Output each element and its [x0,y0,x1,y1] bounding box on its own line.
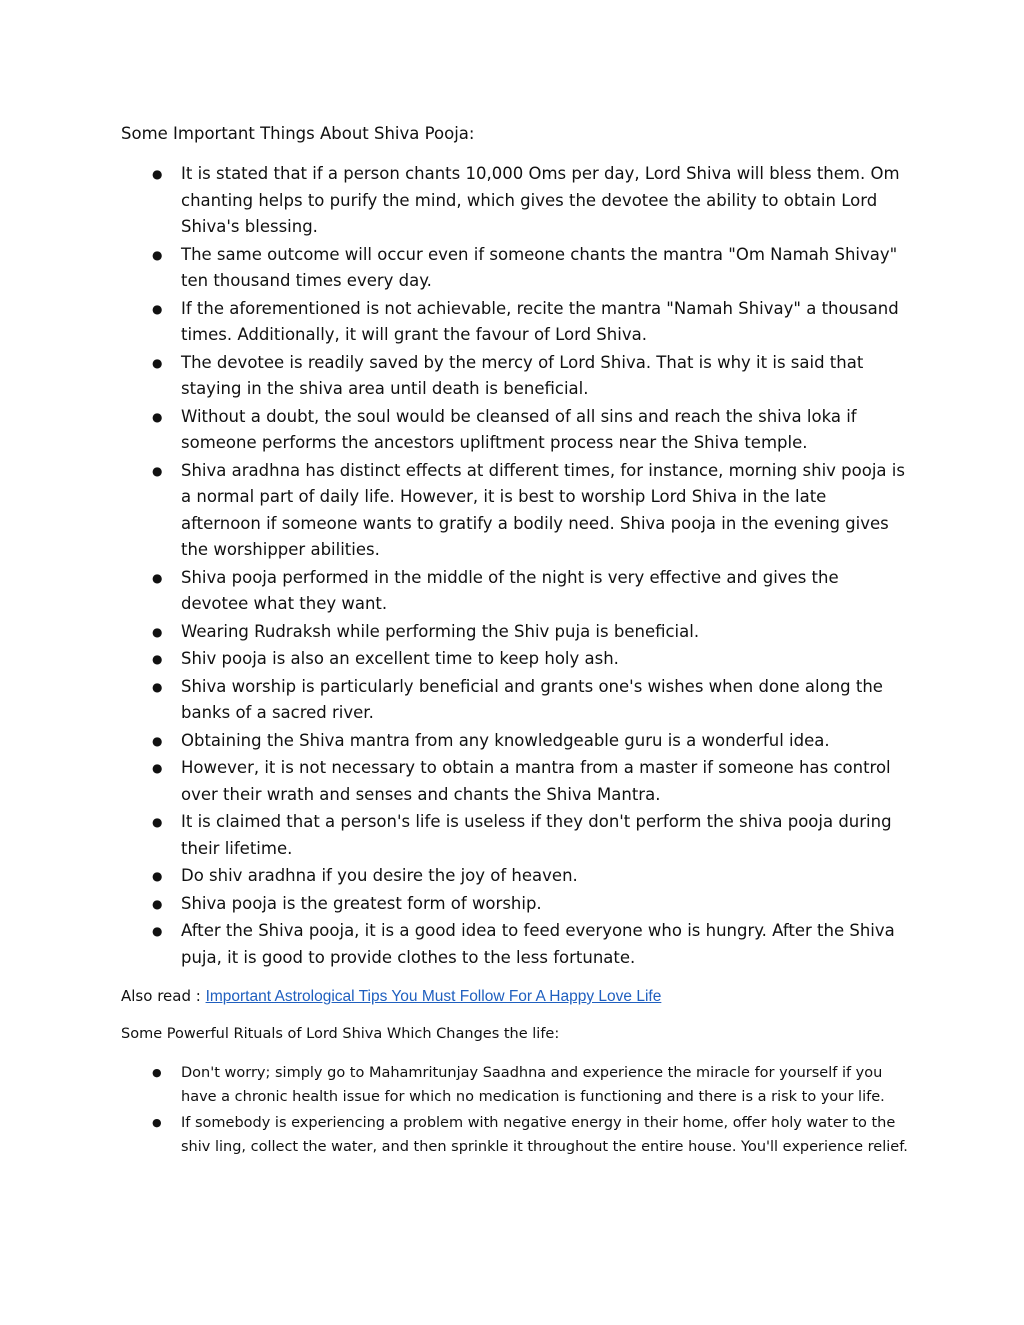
list-item [0,242,1024,295]
list-item-text: Shiva pooja performed in the middle of the night is very effective and gives the devotee what they want. [181,567,839,613]
also-read-prefix: Also read : [121,987,206,1005]
rituals-heading: Some Powerful Rituals of Lord Shiva Which Changes the life: [121,1026,560,1042]
list-item-text: Do shiv aradhna if you desire the joy of heaven. [181,866,578,885]
list-item [0,1111,1024,1159]
list-item [0,458,1024,564]
section-heading: Some Important Things About Shiva Pooja: [121,124,475,143]
list-item [0,728,1024,755]
list-item-text: However, it is not necessary to obtain a mantra from a master if someone has control over their wrath and senses and chants the Shiva Mantra. [181,758,891,804]
bullet-icon: ● [152,869,163,883]
list-item-text: It is claimed that a person's life is useless if they don't perform the shiva pooja during their lifetime. [181,812,892,858]
bullet-icon: ● [152,679,163,694]
list-item [0,755,1024,808]
list-item-text: If somebody is experiencing a problem with negative energy in their home, offer holy water to the shiv ling, collect the water, and then sprinkle it throughout the entire house. You'll experience relief. [181,1115,908,1155]
bullet-icon: ● [152,896,163,911]
bullet-icon: ● [152,733,163,748]
bullet-icon: ● [152,652,163,666]
list-item-text: If the aforementioned is not achievable, recite the mantra "Namah Shivay" a thousand times. Additionally, it will grant the favour of Lord Shiva. [181,298,899,344]
list-item [0,404,1024,457]
list-item [0,1061,1024,1109]
list-item [0,296,1024,349]
list-item-text: Shiva pooja is the greatest form of worship. [181,893,542,913]
list-item [0,161,1024,241]
list-item-text: Wearing Rudraksh while performing the Shiv puja is beneficial. [181,621,700,641]
list-item [0,918,1024,971]
also-read-line [121,985,661,1008]
bullet-icon: ● [152,167,163,181]
list-item-text: The devotee is readily saved by the mercy of Lord Shiva. That is why it is said that staying in the shiva area until death is beneficial. [181,352,864,398]
list-item-text: Shiv pooja is also an excellent time to keep holy ash. [181,649,619,668]
list-item-text: Shiva worship is particularly beneficial and grants one's wishes when done along the banks of a sacred river. [181,676,883,722]
list-item-text: It is stated that if a person chants 10,000 Oms per day, Lord Shiva will bless them. Om chanting helps to purify the mind, which gives the devotee the ability to obtain Lord Shiva's blessing. [181,164,900,236]
bullet-icon: ● [152,815,163,829]
list-item-text: Obtaining the Shiva mantra from any knowledgeable guru is a wonderful idea. [181,730,830,750]
bullet-icon: ● [152,1066,162,1079]
list-item-text: Don't worry; simply go to Mahamritunjay Saadhna and experience the miracle for yourself if you have a chronic health issue for which no medication is functioning and there is a risk to your life. [181,1065,885,1105]
list-item [0,891,1024,918]
list-item-text: Shiva aradhna has distinct effects at different times, for instance, morning shiv pooja is a normal part of daily life. However, it is best to worship Lord Shiva in the late afternoon if someone wants to gratify a bodily need. Shiva pooja in the evening gives the worshipper abilities. [181,460,905,559]
bullet-icon: ● [152,355,163,370]
bullet-icon: ● [152,463,163,478]
bullet-icon: ● [152,1116,162,1129]
list-item [0,565,1024,618]
bullet-icon: ● [152,570,163,585]
rituals-list [0,1061,1024,1161]
list-item-text: After the Shiva pooja, it is a good idea to feed everyone who is hungry. After the Shiva puja, it is good to provide clothes to the less fortunate. [181,921,895,967]
also-read-link[interactable]: Important Astrological Tips You Must Follow For A Happy Love Life [205,988,662,1005]
list-item-text: The same outcome will occur even if someone chants the mantra "Om Namah Shivay" ten thousand times every day. [181,244,898,290]
bullet-icon: ● [152,301,163,316]
list-item [0,646,1024,673]
list-item [0,350,1024,403]
list-item [0,619,1024,646]
bullet-icon: ● [152,624,163,639]
bullet-icon: ● [152,247,163,262]
bullet-icon: ● [152,761,163,775]
list-item [0,809,1024,862]
bullet-icon: ● [152,924,163,938]
list-item [0,674,1024,727]
list-item-text: Without a doubt, the soul would be cleansed of all sins and reach the shiva loka if someone performs the ancestors upliftment process near the Shiva temple. [181,406,857,452]
bullet-list [0,161,1024,972]
bullet-icon: ● [152,409,163,424]
list-item [0,863,1024,890]
